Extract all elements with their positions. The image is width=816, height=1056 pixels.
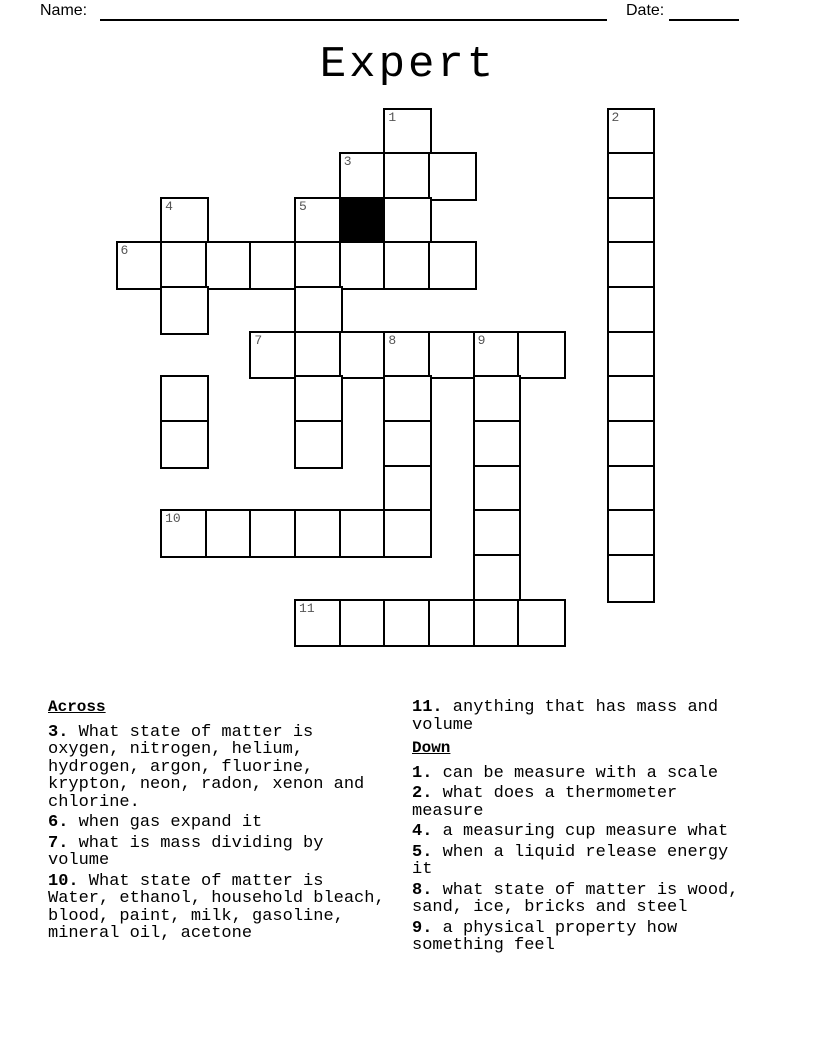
clue-number-label: 11.	[412, 698, 443, 717]
grid-cell[interactable]	[116, 241, 165, 290]
grid-cell[interactable]	[607, 152, 656, 201]
clue-text: when gas expand it	[68, 813, 263, 832]
grid-cell[interactable]	[383, 197, 432, 246]
clue-text: What state of matter is oxygen, nitrogen, helium, hydrogen, argon, fluorine, krypton, neon, radon, xenon and chlorine.	[48, 722, 365, 812]
down-clue-list	[412, 765, 756, 955]
grid-cell[interactable]	[383, 420, 432, 469]
across-clue-7	[48, 835, 392, 870]
grid-cell[interactable]	[473, 599, 522, 648]
clue-text: what is mass dividing by volume	[48, 833, 324, 870]
grid-cell[interactable]	[607, 465, 656, 514]
grid-cell[interactable]	[294, 375, 343, 424]
grid-cell[interactable]	[607, 554, 656, 603]
grid-cell[interactable]	[160, 286, 209, 335]
grid-cell[interactable]	[160, 509, 209, 558]
clue-number-label: 3.	[48, 722, 69, 742]
grid-cell[interactable]	[205, 241, 254, 290]
clue-number-label: 6.	[48, 813, 69, 832]
grid-cell[interactable]	[339, 599, 388, 648]
grid-cell[interactable]	[249, 241, 298, 290]
down-clue-5	[412, 844, 756, 879]
down-clue-8	[412, 882, 756, 917]
grid-cell[interactable]	[383, 375, 432, 424]
grid-cell[interactable]	[339, 241, 388, 290]
grid-cell[interactable]	[473, 375, 522, 424]
grid-cell[interactable]	[294, 197, 343, 246]
grid-cell[interactable]	[205, 509, 254, 558]
grid-cell[interactable]	[383, 331, 432, 380]
grid-cell[interactable]	[339, 152, 388, 201]
clue-number-label: 9.	[412, 918, 433, 938]
grid-cell[interactable]	[383, 241, 432, 290]
across-clue-list	[48, 724, 392, 943]
grid-cell[interactable]	[383, 509, 432, 558]
grid-cell[interactable]	[249, 509, 298, 558]
grid-cell[interactable]	[160, 197, 209, 246]
down-heading-wrap	[412, 740, 756, 758]
grid-cell[interactable]	[607, 108, 656, 157]
down-clue-9	[412, 920, 756, 955]
grid-cell[interactable]	[473, 465, 522, 514]
clues-column-left	[48, 699, 392, 946]
across-clue-6	[48, 814, 392, 832]
grid-cell[interactable]	[160, 375, 209, 424]
clues-column-right	[412, 699, 756, 958]
down-clue-4	[412, 823, 756, 841]
grid-cell[interactable]	[473, 509, 522, 558]
down-heading: Down	[412, 739, 451, 757]
grid-cell[interactable]	[249, 331, 298, 380]
grid-cell[interactable]	[607, 375, 656, 424]
grid-cell[interactable]	[383, 599, 432, 648]
grid-cell[interactable]	[517, 599, 566, 648]
puzzle-title: Expert	[319, 40, 497, 90]
cell-number: 5	[299, 198, 307, 214]
clue-number-label: 4.	[412, 822, 433, 841]
across-clue-list-continued	[412, 699, 756, 734]
name-label: Name:	[40, 2, 88, 19]
cell-number: 4	[165, 198, 173, 214]
clue-text: can be measure with a scale	[432, 763, 719, 783]
cell-number: 8	[388, 332, 397, 348]
cell-number: 3	[343, 154, 352, 170]
grid-cell[interactable]	[160, 420, 209, 469]
grid-cell[interactable]	[473, 554, 522, 603]
grid-cell[interactable]	[294, 241, 343, 290]
grid-cell[interactable]	[607, 197, 656, 246]
grid-cell[interactable]	[607, 241, 656, 290]
clue-text: a measuring cup measure what	[432, 822, 729, 841]
clue-number-label: 1.	[412, 763, 433, 783]
grid-cell[interactable]	[294, 420, 343, 469]
date-label: Date:	[626, 2, 665, 19]
down-clue-2	[412, 785, 756, 820]
cell-number: 11	[299, 600, 315, 616]
grid-cell[interactable]	[607, 331, 656, 380]
grid-cell[interactable]	[383, 108, 432, 157]
cell-number: 6	[120, 243, 129, 259]
grid-cell[interactable]	[294, 286, 343, 335]
clue-text: what state of matter is wood, sand, ice, bricks and steel	[412, 880, 739, 917]
across-heading: Across	[48, 698, 106, 716]
clue-text: What state of matter is Water, ethanol, household bleach, blood, paint, milk, gasoline, mineral oil, acetone	[48, 871, 385, 943]
grid-cell[interactable]	[517, 331, 566, 380]
clue-number-label: 10.	[48, 871, 79, 891]
grid-cell[interactable]	[428, 152, 477, 201]
clue-number-label: 7.	[48, 833, 69, 853]
grid-cell[interactable]	[607, 286, 656, 335]
clue-text: what does a thermometer measure	[412, 784, 678, 821]
cell-number: 2	[611, 109, 620, 125]
grid-cell[interactable]	[383, 465, 432, 514]
grid-cell[interactable]	[294, 331, 343, 380]
grid-cell[interactable]	[294, 509, 343, 558]
grid-cell[interactable]	[607, 420, 656, 469]
clue-text: anything that has mass and volume	[412, 698, 719, 735]
grid-cell[interactable]	[428, 331, 477, 380]
across-clue-11	[412, 699, 756, 734]
clue-text: a physical property how something feel	[412, 918, 678, 955]
clue-number-label: 8.	[412, 880, 433, 900]
cell-number: 10	[165, 511, 181, 527]
blocked-cell	[339, 197, 388, 246]
cell-number: 9	[477, 332, 486, 348]
grid-cell[interactable]	[428, 599, 477, 648]
grid-cell[interactable]	[383, 152, 432, 201]
grid-cell[interactable]	[339, 509, 388, 558]
grid-cell[interactable]	[473, 331, 522, 380]
down-clue-1	[412, 765, 756, 783]
grid-cell[interactable]	[607, 509, 656, 558]
grid-cell[interactable]	[473, 420, 522, 469]
cell-number: 1	[388, 109, 397, 125]
clue-text: when a liquid release energy it	[412, 842, 729, 879]
across-clue-3	[48, 724, 392, 812]
across-clue-10	[48, 873, 392, 943]
clue-number-label: 5.	[412, 842, 433, 862]
grid-cell[interactable]	[160, 241, 209, 290]
grid-cell[interactable]	[428, 241, 477, 290]
cell-number: 7	[254, 332, 263, 348]
clue-number-label: 2.	[412, 784, 433, 803]
grid-cell[interactable]	[294, 599, 343, 648]
grid-cell[interactable]	[339, 331, 388, 380]
